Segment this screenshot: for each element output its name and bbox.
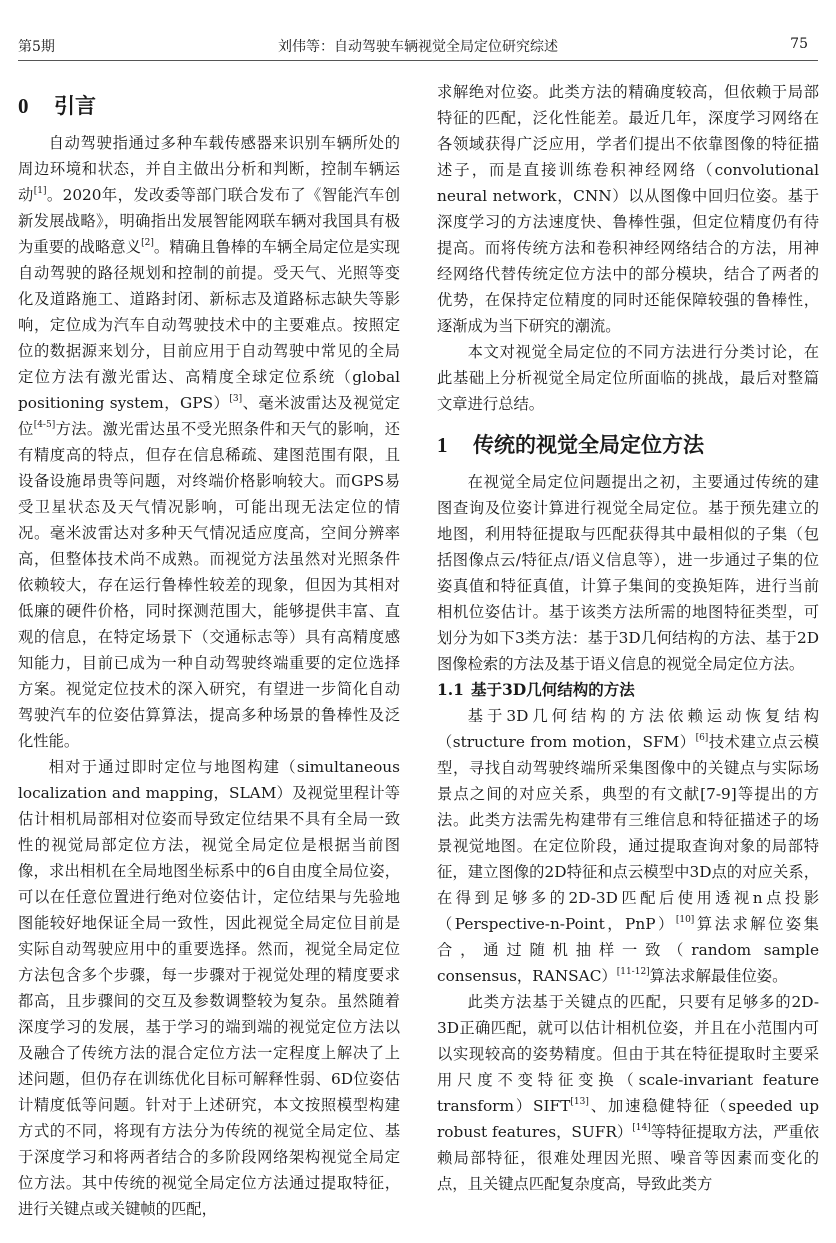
citation: [2] — [141, 238, 154, 248]
issue-number: 第5期 — [18, 39, 55, 55]
citation: [13] — [570, 1097, 589, 1107]
text-run: 求解绝对位姿。此类方法的精确度较高，但依赖于局部特征的匹配，泛化性能差。最近几年，深度学习网络在各领域获得广泛应用，学者们提出不依靠图像的特征描述子，而是直接训练卷积神经网络（convolutional neural network，CNN）以从图像中回归位姿。基于深度学习的方法速度快、鲁棒性强，但定位精度仍有待提高。而将传统方法和卷积神经网络结合的方法，用神经网络代替传统定位方法中的部分模块，结合了两者的优势，在保持定位精度的同时还能保障较强的鲁棒性，逐渐成为当下研究的潮流。 — [437, 83, 819, 335]
text-run: 自动驾驶指通过多种车载传感器来识别车辆所处的周边环境和状态，并自主做出分析和判断，控制车辆运动 — [18, 134, 400, 204]
citation: [14] — [632, 1123, 651, 1133]
text-run: 方法。激光雷达虽不受光照条件和天气的影响，还有精度高的特点，但存在信息稀疏、建图范围有限，且设备设施昂贵等问题，对终端价格影响较大。而GPS易受卫星状态及天气情况影响，可能出现无法定位的情况。毫米波雷达对多种天气情况适应度高，空间分辨率高，但整体技术尚不成熟。而视觉方法虽然对光照条件依赖较大，存在运行鲁棒性较差的现象，但因为其相对低廉的硬件价格，同时探测范围大，能够提供丰富、直观的信息，在特定场景下（交通标志等）具有高精度感知能力，目前已成为一种自动驾驶终端重要的定位选择方案。视觉定位技术的深入研究，有望进一步简化自动驾驶汽车的位姿估算算法，提高多种场景的鲁棒性及泛化性能。 — [18, 420, 400, 750]
subsection-heading-3d-geometry — [437, 677, 819, 703]
paragraph — [437, 469, 819, 677]
paragraph — [18, 754, 400, 1222]
text-run: 算法求解位姿集合，通过随机抽样一致（random sample consensus，RANSAC） — [437, 915, 819, 985]
section-title: 传统的视觉全局定位方法 — [473, 432, 704, 457]
text-run: 本文对视觉全局定位的不同方法进行分类讨论，在此基础上分析视觉全局定位所面临的挑战，最后对整篇文章进行总结。 — [437, 343, 819, 413]
text-run: 、加速稳健特征（speeded up robust features，SUFR） — [437, 1097, 819, 1141]
text-run: 基于3D几何结构的方法依赖运动恢复结构（structure from motion，SFM） — [437, 707, 819, 751]
page-number: 75 — [790, 36, 808, 52]
text-run: 在视觉全局定位问题提出之初，主要通过传统的建图查询及位姿计算进行视觉全局定位。基于预先建立的地图，利用特征提取与匹配获得其中最相似的子集（包括图像点云/特征点/语义信息等），进一步通过子集的位姿真值和特征真值，计算子集间的变换矩阵，进行当前相机位姿估计。基于该类方法所需的地图特征类型，可划分为如下3类方法：基于3D几何结构的方法、基于2D图像检索的方法及基于语义信息的视觉全局定位方法。 — [437, 473, 819, 673]
citation: [11-12] — [616, 967, 650, 977]
section-number: 1 — [437, 433, 448, 457]
paragraph — [18, 130, 400, 754]
running-header — [18, 34, 818, 61]
section-heading-traditional-methods — [437, 427, 819, 463]
text-run: 、毫米波雷达及视觉定位 — [18, 394, 400, 438]
text-run: 。2020年，发改委等部门联合发布了《智能汽车创新发展战略》，明确指出发展智能网联车辆对我国具有极为重要的战略意义 — [18, 186, 400, 256]
citation: [4-5] — [33, 420, 56, 430]
left-column — [18, 86, 400, 1222]
text-run: 等特征提取方法，严重依赖局部特征，很难处理因光照、噪音等因素而变化的点，且关键点匹配复杂度高，导致此类方 — [437, 1123, 819, 1193]
paragraph — [437, 79, 819, 339]
paragraph — [437, 339, 819, 417]
citation: [3] — [229, 394, 243, 404]
section-heading-introduction — [18, 88, 400, 124]
citation: [1] — [33, 186, 47, 196]
paragraph — [437, 989, 819, 1197]
citation: [10] — [675, 915, 695, 925]
subsection-number: 1.1 — [437, 680, 464, 699]
section-title: 引言 — [54, 93, 96, 118]
text-run: 相对于通过即时定位与地图构建（simultaneous localization and mapping，SLAM）及视觉里程计等估计相机局部相对位姿而导致定位结果不具有全局一致性的视觉局部定位方法，视觉全局定位是根据当前图像，求出相机在全局地图坐标系中的6自由度全局位姿，可以在任意位置进行绝对位姿估计，定位结果与先验地图能较好地保证全局一致性，因此视觉全局定位目前是实际自动驾驶应用中的重要选择。然而，视觉全局定位方法包含多个步骤，每一步骤对于视觉处理的精度要求都高，且步骤间的交互及参数调整较为复杂。虽然随着深度学习的发展，基于学习的端到端的视觉定位方法以及融合了传统方法的混合定位方法一定程度上解决了上述问题，但仍存在训练优化目标可解释性弱、6D位姿估计精度低等问题。针对于上述研究，本文按照模型构建方式的不同，将现有方法分为传统的视觉全局定位、基于深度学习和将两者结合的多阶段网络架构视觉全局定位方法。其中传统的视觉全局定位方法通过提取特征，进行关键点或关键帧的匹配， — [18, 758, 400, 1218]
text-run: 。精确且鲁棒的车辆全局定位是实现自动驾驶的路径规划和控制的前提。受天气、光照等变化及道路施工、道路封闭、新标志及道路标志缺失等影响，定位成为汽车自动驾驶技术中的主要难点。按照定位的数据源来划分，目前应用于自动驾驶中常见的全局定位方法有激光雷达、高精度全球定位系统（global positioning system，GPS） — [18, 238, 400, 412]
running-title: 刘伟等：自动驾驶车辆视觉全局定位研究综述 — [278, 39, 558, 55]
citation: [6] — [695, 733, 709, 743]
subsection-title: 基于3D几何结构的方法 — [471, 680, 635, 699]
right-column — [437, 79, 819, 1197]
text-run: 技术建立点云模型，寻找自动驾驶终端所采集图像中的关键点与实际场景点之间的对应关系，典型的有文献[7-9]等提出的方法。此类方法需先构建带有三维信息和特征描述子的场景视觉地图。在定位阶段，通过提取查询对象的局部特征，建立图像的2D特征和点云模型中3D点的对应关系，在得到足够多的2D-3D匹配后使用透视n点投影（Perspective-n-Point，PnP） — [437, 733, 819, 933]
text-run: 此类方法基于关键点的匹配，只要有足够多的2D-3D正确匹配，就可以估计相机位姿，并且在小范围内可以实现较高的姿势精度。但由于其在特征提取时主要采用尺度不变特征变换（scale-invariant feature transform）SIFT — [437, 993, 819, 1115]
section-number: 0 — [18, 94, 29, 118]
text-run: 算法求解最佳位姿。 — [649, 967, 788, 985]
paragraph — [437, 703, 819, 989]
